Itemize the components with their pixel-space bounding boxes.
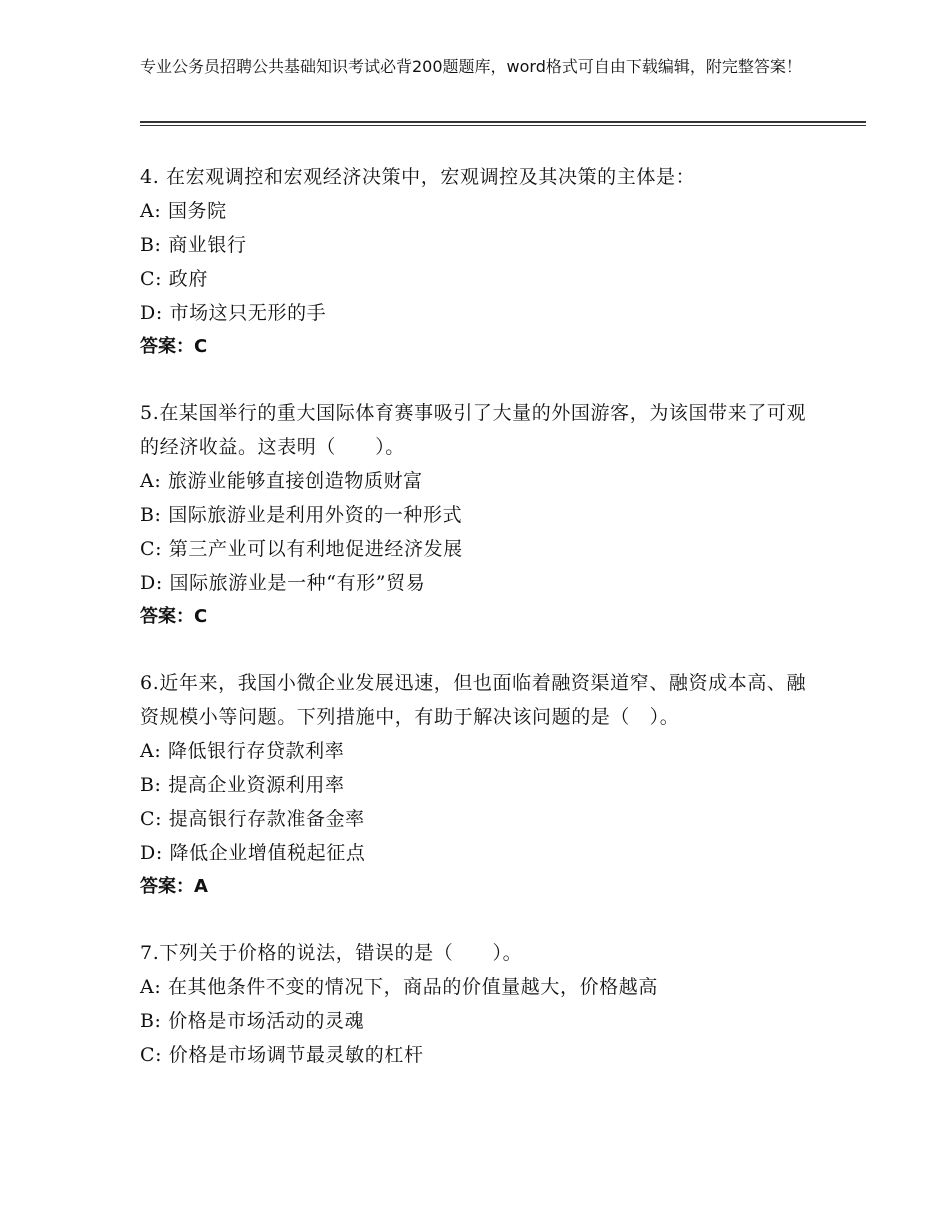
question-item <box>140 160 810 364</box>
option-d: D: 降低企业增值税起征点 <box>140 842 366 864</box>
option-c: C: 价格是市场调节最灵敏的杠杆 <box>140 1044 424 1066</box>
question-text: 6.近年来，我国小微企业发展迅速，但也面临着融资渠道窄、融资成本高、融资规模小等问题。下列措施中，有助于解决该问题的是（ ）。 <box>140 672 807 728</box>
option-c: C: 提高银行存款准备金率 <box>140 808 365 830</box>
question-item <box>140 396 810 634</box>
question-text: 4. 在宏观调控和宏观经济决策中，宏观调控及其决策的主体是： <box>140 166 696 188</box>
option-b: B: 商业银行 <box>140 234 247 256</box>
option-a: A: 降低银行存贷款利率 <box>140 740 345 762</box>
document-header: 专业公务员招聘公共基础知识考试必背200题题库，word格式可自由下载编辑，附完整答案！ <box>140 57 802 76</box>
question-text: 5.在某国举行的重大国际体育赛事吸引了大量的外国游客，为该国带来了可观的经济收益。这表明（ ）。 <box>140 402 807 458</box>
answer-label: 答案：A <box>140 876 208 897</box>
option-b: B: 价格是市场活动的灵魂 <box>140 1010 365 1032</box>
question-list <box>140 160 810 1104</box>
header-divider-thick <box>140 121 866 123</box>
option-a: A: 在其他条件不变的情况下，商品的价值量越大，价格越高 <box>140 976 658 998</box>
option-b: B: 提高企业资源利用率 <box>140 774 345 796</box>
option-c: C: 第三产业可以有利地促进经济发展 <box>140 538 463 560</box>
option-c: C: 政府 <box>140 268 208 290</box>
answer-label: 答案：C <box>140 336 208 357</box>
option-a: A: 国务院 <box>140 200 227 222</box>
option-a: A: 旅游业能够直接创造物质财富 <box>140 470 423 492</box>
question-item <box>140 936 810 1072</box>
header-divider-thin <box>140 125 866 126</box>
option-d: D: 国际旅游业是一种“有形”贸易 <box>140 572 426 594</box>
option-b: B: 国际旅游业是利用外资的一种形式 <box>140 504 463 526</box>
question-text: 7.下列关于价格的说法，错误的是（ ）。 <box>140 942 523 964</box>
option-d: D: 市场这只无形的手 <box>140 302 327 324</box>
question-item <box>140 666 810 904</box>
answer-label: 答案：C <box>140 606 208 627</box>
